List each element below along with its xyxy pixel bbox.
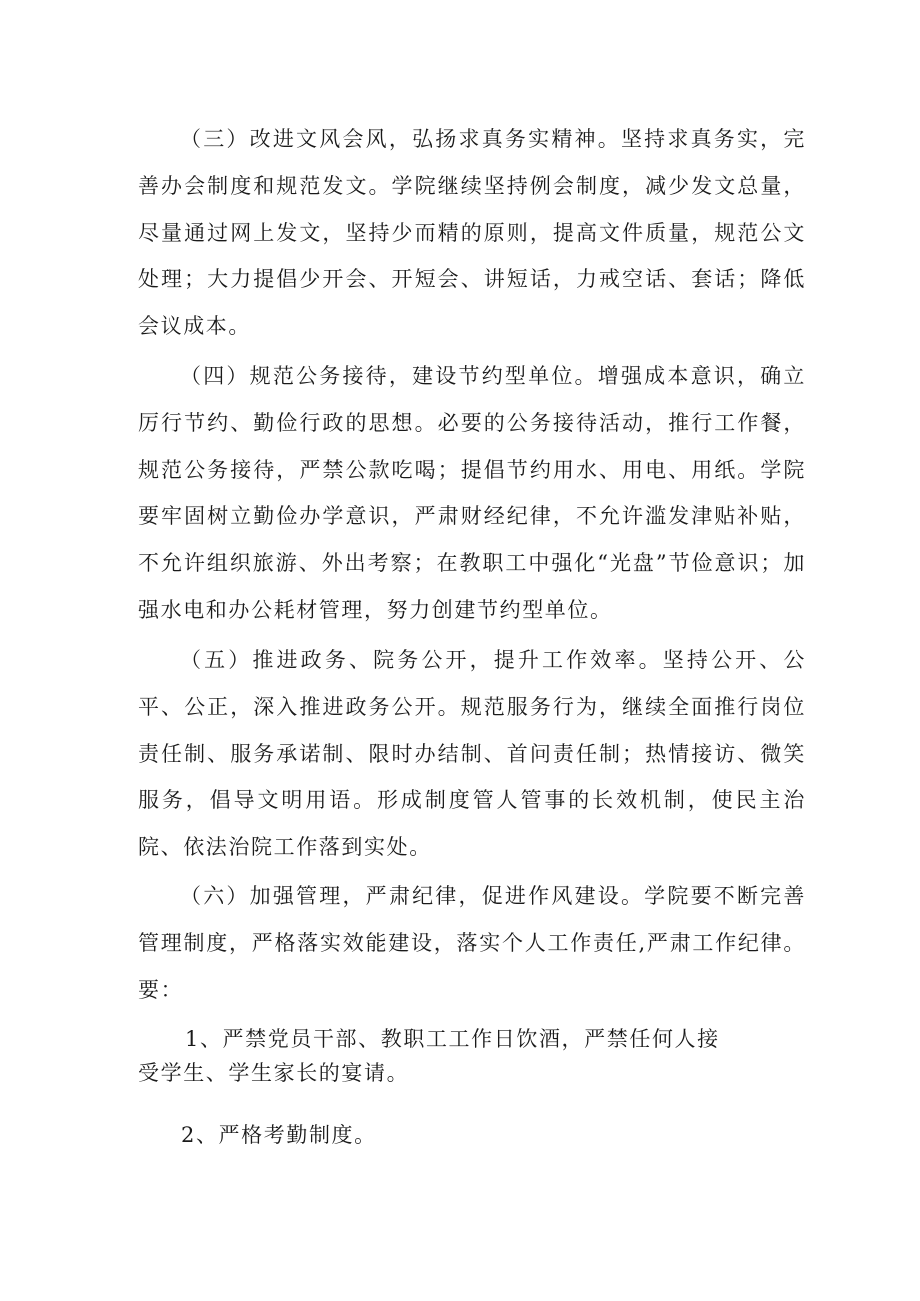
list-item-no-drinking bbox=[138, 1022, 806, 1090]
list-item-line: 2、严格考勤制度。 bbox=[181, 1123, 377, 1147]
paragraph-affairs-openness: （五）推进政务、院务公开，提升工作效率。坚持公开、公平、公正，深入推进政务公开。规范服务行为，继续全面推行岗位责任制、服务承诺制、限时办结制、首问责任制；热情接访、微笑服务，倡导文明用语。形成制度管人管事的长效机制，使民主治院、依法治院工作落到实处。 bbox=[138, 648, 806, 860]
paragraph-improve-writing-meetings: （三）改进文风会风，弘扬求真务实精神。坚持求真务实，完善办会制度和规范发文。学院继续坚持例会制度，减少发文总量，尽量通过网上发文，坚持少而精的原则，提高文件质量，规范公文处理；大力提倡少开会、开短会、讲短话，力戒空话、套话；降低会议成本。 bbox=[138, 127, 806, 339]
list-item-line: 1、严禁党员干部、教职工工作日饮酒，严禁任何人接 bbox=[185, 1027, 720, 1051]
paragraph-official-reception: （四）规范公务接待，建设节约型单位。增强成本意识，确立厉行节约、勤俭行政的思想。必要的公务接待活动，推行工作餐，规范公务接待，严禁公款吃喝；提倡节约用水、用电、用纸。学院要牢固树立勤俭办学意识，严肃财经纪律，不允许滥发津贴补贴，不允许组织旅游、外出考察；在教职工中强化“光盘”节俭意识；加强水电和办公耗材管理，努力创建节约型单位。 bbox=[138, 364, 806, 622]
list-item-attendance bbox=[138, 1118, 806, 1152]
list-item-line: 受学生、学生家长的宴请。 bbox=[138, 1061, 410, 1085]
paragraph-management-discipline: （六）加强管理，严肃纪律，促进作风建设。学院要不断完善管理制度，严格落实效能建设，落实个人工作责任,严肃工作纪律。要： bbox=[138, 884, 806, 1002]
